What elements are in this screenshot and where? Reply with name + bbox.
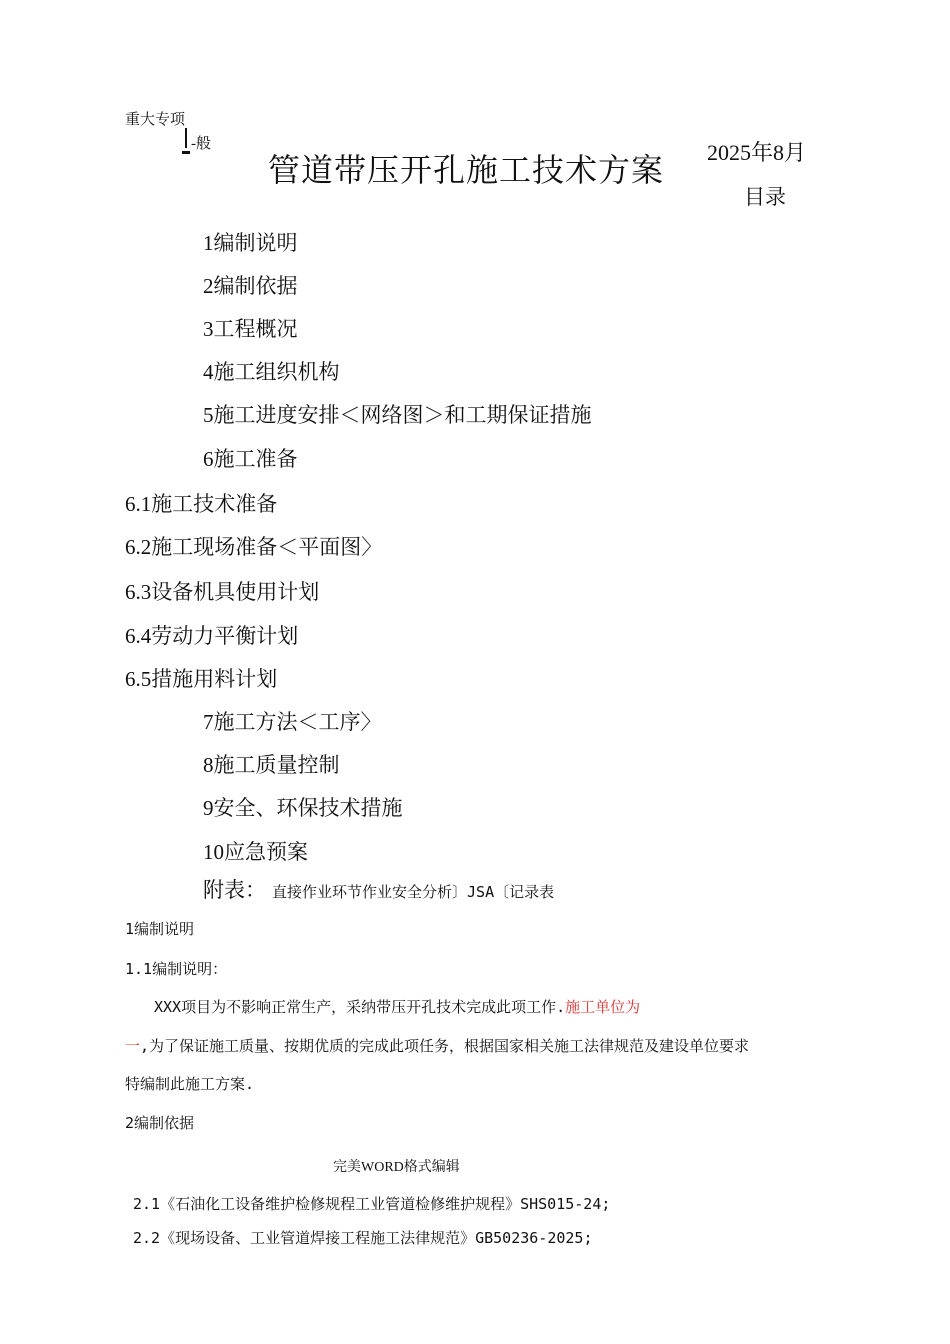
toc-item[interactable]: 6.2施工现场准备＜平面图〉 bbox=[125, 535, 383, 559]
highlighted-text: 施工单位为 bbox=[565, 998, 641, 1016]
toc-item[interactable]: 6.1施工技术准备 bbox=[125, 492, 278, 516]
category-general: -般 bbox=[191, 136, 211, 152]
paragraph-text: XXX项目为不影响正常生产，采纳带压开孔技术完成此项工作. bbox=[154, 998, 566, 1016]
toc-item[interactable]: 2编制依据 bbox=[203, 274, 298, 298]
section-heading: 2编制依据 bbox=[125, 1114, 195, 1132]
section-heading: 1编制说明 bbox=[125, 920, 195, 938]
toc-item[interactable]: 6.3设备机具使用计划 bbox=[125, 580, 320, 604]
paragraph-line bbox=[125, 1035, 749, 1056]
document-date: 2025年8月 bbox=[707, 140, 807, 165]
paragraph-line: 特编制此施工方案. bbox=[125, 1075, 255, 1093]
toc-item[interactable]: 8施工质量控制 bbox=[203, 753, 340, 777]
paragraph-line bbox=[154, 996, 640, 1017]
category-label: 重大专项 bbox=[125, 112, 186, 128]
reference-item: 2.1《石油化工设备维护检修规程工业管道检修维护规程》SHS015-24; bbox=[133, 1195, 611, 1213]
toc-item[interactable]: 5施工进度安排＜网络图＞和工期保证措施 bbox=[203, 403, 592, 427]
toc-appendix[interactable] bbox=[203, 874, 554, 904]
toc-item[interactable]: 3工程概况 bbox=[203, 317, 298, 341]
highlighted-text: 一 bbox=[125, 1037, 141, 1055]
toc-item[interactable]: 4施工组织机构 bbox=[203, 360, 340, 384]
reference-item: 2.2《现场设备、工业管道焊接工程施工法律规范》GB50236-2025; bbox=[133, 1229, 593, 1247]
toc-item[interactable]: 9安全、环保技术措施 bbox=[203, 796, 403, 820]
footer-watermark: 完美WORD格式编辑 bbox=[333, 1160, 460, 1175]
appendix-text: 直接作业环节作业安全分析〕JSA〔记录表 bbox=[272, 883, 555, 901]
category-mark-icon bbox=[182, 128, 190, 154]
subsection-heading: 1.1编制说明： bbox=[125, 960, 228, 978]
toc-heading: 目录 bbox=[744, 185, 786, 209]
toc-item[interactable]: 7施工方法＜工序〉 bbox=[203, 710, 382, 734]
document-title: 管道带压开孔施工技术方案 bbox=[268, 152, 665, 188]
appendix-prefix: 附表： bbox=[203, 878, 266, 902]
toc-item[interactable]: 6施工准备 bbox=[203, 447, 298, 471]
toc-item[interactable]: 6.5措施用料计划 bbox=[125, 667, 278, 691]
toc-item[interactable]: 10应急预案 bbox=[203, 840, 308, 864]
paragraph-text: ,为了保证施工质量、按期优质的完成此项任务，根据国家相关施工法律规范及建设单位要求 bbox=[140, 1037, 750, 1055]
toc-item[interactable]: 6.4劳动力平衡计划 bbox=[125, 624, 299, 648]
toc-item[interactable]: 1编制说明 bbox=[203, 231, 298, 255]
